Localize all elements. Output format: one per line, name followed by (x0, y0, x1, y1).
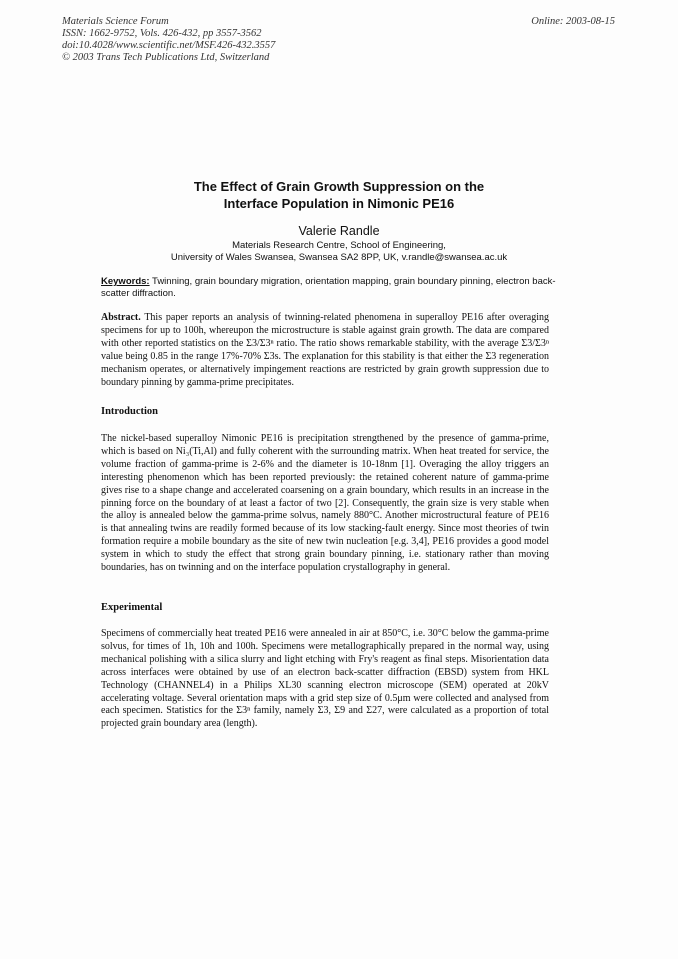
abstract (101, 312, 549, 389)
affiliation-line-1: Materials Research Centre, School of Engineering, (232, 240, 446, 251)
author-name: Valerie Randle (298, 224, 380, 238)
issn-line: ISSN: 1662-9752, Vols. 426-432, pp 3557-3562 (62, 28, 262, 39)
keywords (101, 276, 561, 300)
abstract-label: Abstract. (101, 312, 141, 323)
affiliation-line-2: University of Wales Swansea, Swansea SA2 8PP, UK, v.randle@swansea.ac.uk (170, 252, 508, 263)
keywords-text: Twinning, grain boundary migration, orientation mapping, grain boundary pinning, electron back-scatter diffraction. (101, 276, 556, 299)
online-date: Online: 2003-08-15 (531, 16, 615, 27)
journal-name: Materials Science Forum (62, 16, 169, 27)
abstract-text: This paper reports an analysis of twinning-related phenomena in superalloy PE16 after overaging specimens for up to 100h, whereupon the microstructure is stable against grain growth. The data are compared with other reported statistics on the Σ3/Σ3ⁿ ratio. The ratio shows remarkable stability, with the average Σ3/Σ3ⁿ value being 0.85 in the range 17%-70% Σ3s. The explanation for this stability is that either the Σ3 regeneration mechanism operates, or alternatively impingement reactions are restricted by grain growth suppression due to boundary pinning by gamma-prime precipitates. (101, 312, 550, 388)
title-line-1: The Effect of Grain Growth Suppression on the (193, 179, 485, 194)
paper-title (0, 178, 678, 212)
introduction-heading: Introduction (101, 406, 158, 417)
experimental-text: Specimens of commercially heat treated PE16 were annealed in air at 850°C, i.e. 30°C below the gamma-prime solvus, for times of 1h, 10h and 100h. Specimens were metallographically prepared in the normal way, using mechanical polishing with a silica slurry and light etching with Fry's reagent as final steps. Misorientation data across interfaces were obtained by use of an electron back-scatter diffraction (EBSD) system from HKL Technology (CHANNEL4) in a Philips XL30 scanning electron microscope (SEM) operated at 20kV accelerating voltage. Several orientation maps with a grid step size of 0.5μm were collected and analysed from each specimen. Statistics for the Σ3ⁿ family, namely Σ3, Σ9 and Σ27, were calculated as a proportion of total projected grain boundary area (length). (101, 628, 549, 730)
copyright-line: © 2003 Trans Tech Publications Ltd, Switzerland (62, 52, 270, 63)
keywords-label: Keywords: (101, 276, 150, 287)
introduction-text: The nickel-based superalloy Nimonic PE16 is precipitation strengthened by the presence of gamma-prime, which is based on Ni₃(Ti,Al) and fully coherent with the surrounding matrix. When heat treated for service, the volume fraction of gamma-prime is 2-6% and the diameter is 10-18nm [1]. Overaging the alloy triggers an interesting phenomenon which has been reported previously: the retained coherent nature of gamma-prime gives rise to a shape change and accelerated coarsening on a grain boundary, which results in an increase in the pinning force on the boundary of at least a factor of two [2]. Consequently, the grain size is very stable when the alloy is annealed below the gamma-prime solvus, namely 880°C. Another microstructural feature of PE16 is that annealing twins are readily formed because of its low stacking-fault energy. Since most theories of twin formation require a mobile boundary as the site of new twin nucleation [e.g. 3,4], PE16 provides a good model system in which to study the effect that strong grain boundary pinning, i.e. stationary rather than moving boundaries, has on twinning and on the interface population crystallography in general. (101, 433, 549, 574)
title-line-2: Interface Population in Nimonic PE16 (223, 196, 455, 211)
experimental-heading: Experimental (101, 602, 163, 613)
affiliation (0, 240, 678, 264)
doi-line: doi:10.4028/www.scientific.net/MSF.426-432.3557 (62, 40, 276, 51)
journal-header (62, 16, 275, 64)
